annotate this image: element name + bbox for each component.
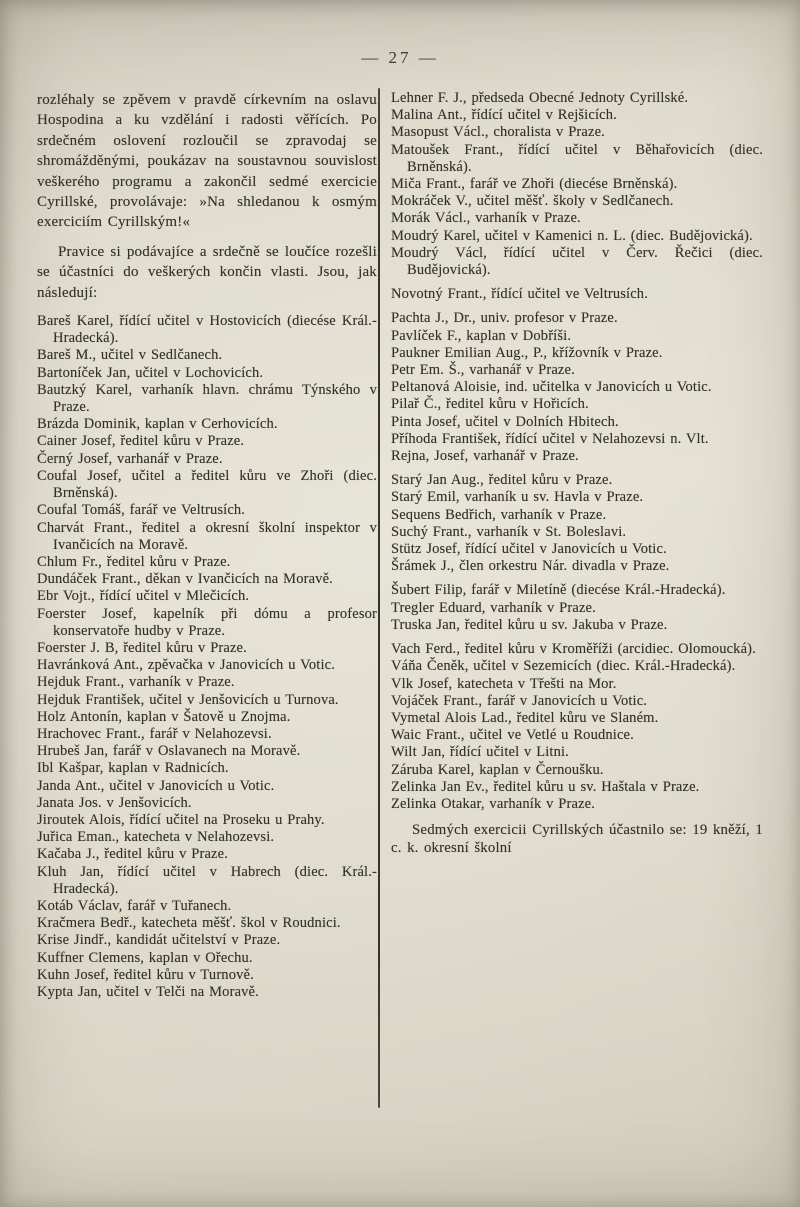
directory-entry: Ibl Kašpar, kaplan v Radnicích. [37, 760, 229, 777]
directory-entry: Hejduk Frant., varhaník v Praze. [37, 674, 235, 691]
directory-entry: Tregler Eduard, varhaník v Praze. [391, 599, 596, 616]
directory-entry: Masopust Václ., choralista v Praze. [391, 124, 605, 141]
directory-entry: Záruba Karel, kaplan v Černoušku. [391, 761, 604, 778]
directory-entry: Moudrý Václ, řídící učitel v Červ. Řečici (diec. Budějovická). [391, 244, 763, 279]
directory-entry: Hejduk František, učitel v Jenšovicích u Turnova. [37, 691, 339, 708]
directory-entry: Bartoníček Jan, učitel v Lochovicích. [37, 364, 264, 381]
directory-entry: Foerster J. B, ředitel kůru v Praze. [37, 639, 247, 656]
directory-entry: Hrubeš Jan, farář v Oslavanech na Moravě. [37, 743, 301, 760]
entry-group [391, 641, 763, 813]
directory-entry: Ebr Vojt., řídící učitel v Mlečicích. [37, 588, 250, 605]
directory-entry: Vojáček Frant., farář v Janovicích u Votic. [391, 692, 648, 709]
directory-entry: Starý Emil, varhaník u sv. Havla v Praze. [391, 489, 644, 506]
directory-entry: Kypta Jan, učitel v Telči na Moravě. [37, 983, 259, 1000]
directory-entry: Miča Frant., farář ve Zhoři (diecése Brněnská). [391, 176, 678, 193]
directory-entry: Cainer Josef, ředitel kůru v Praze. [37, 433, 245, 450]
directory-entry: Pachta J., Dr., univ. profesor v Praze. [391, 310, 618, 327]
directory-entry: Dundáček Frant., děkan v Ivančicích na Moravě. [37, 571, 333, 588]
directory-entry: Šubert Filip, farář v Miletíně (diecése Král.-Hradecká). [391, 582, 726, 599]
directory-entry: Lehner F. J., předseda Obecné Jednoty Cyrillské. [391, 90, 689, 106]
directory-entry: Kačaba J., ředitel kůru v Praze. [37, 846, 228, 863]
directory-entry: Bareš M., učitel v Sedlčanech. [37, 347, 223, 364]
right-entry-list [391, 90, 763, 813]
entry-group [37, 313, 377, 1001]
right-column [391, 90, 763, 872]
column-divider-rule [378, 88, 380, 1108]
entry-group [391, 582, 763, 634]
directory-entry: Příhoda František, řídící učitel v Nelahozevsi n. Vlt. [391, 430, 709, 447]
directory-entry: Matoušek Frant., řídící učitel v Běhařovicích (diec. Brněnská). [391, 141, 763, 175]
directory-entry: Malina Ant., řídící učitel v Rejšicích. [391, 107, 617, 124]
directory-entry: Kuffner Clemens, kaplan v Ořechu. [37, 949, 253, 966]
directory-entry: Bautzký Karel, varhaník hlavn. chrámu Týnského v Praze. [37, 381, 377, 416]
directory-entry: Coufal Josef, učitel a ředitel kůru ve Zhoři (diec. Brněnská). [37, 467, 377, 502]
directory-entry: Paukner Emilian Aug., P., křížovník v Praze. [391, 344, 663, 361]
directory-entry: Mokráček V., učitel měšť. školy v Sedlčanech. [391, 193, 674, 210]
directory-entry: Waic Frant., učitel ve Vetlé u Roudnice. [391, 727, 634, 744]
directory-entry: Charvát Frant., ředitel a okresní školní inspektor v Ivančicích na Moravě. [37, 519, 377, 553]
directory-entry: Šrámek J., člen orkestru Nár. divadla v Praze. [391, 558, 670, 575]
directory-entry: Bareš Karel, řídící učitel v Hostovicích (diecése Král.-Hradecká). [37, 313, 377, 347]
directory-entry: Holz Antonín, kaplan v Šatově u Znojma. [37, 708, 291, 725]
left-entry-list [37, 313, 377, 1001]
directory-entry: Coufal Tomáš, farář ve Veltrusích. [37, 502, 246, 519]
directory-entry: Krise Jindř., kandidát učitelství v Praze. [37, 932, 281, 949]
directory-entry: Petr Em. Š., varhanář v Praze. [391, 362, 575, 379]
directory-entry: Hrachovec Frant., farář v Nelahozevsi. [37, 725, 272, 742]
directory-entry: Kuhn Josef, ředitel kůru v Turnově. [37, 966, 254, 983]
directory-entry: Chlum Fr., ředitel kůru v Praze. [37, 553, 231, 570]
directory-entry: Pinta Josef, učitel v Dolních Hbitech. [391, 413, 619, 430]
directory-entry: Sequens Bedřich, varhaník v Praze. [391, 506, 607, 523]
left-column [37, 90, 377, 1001]
page-number: — 27 — [361, 48, 439, 67]
directory-entry: Váňa Čeněk, učitel v Sezemicích (diec. Král.-Hradecká). [391, 658, 736, 675]
directory-entry: Brázda Dominik, kaplan v Cerhovicích. [37, 416, 278, 433]
entry-group [391, 310, 763, 465]
directory-entry: Novotný Frant., řídící učitel ve Veltrusích. [391, 286, 648, 303]
entry-group [391, 472, 763, 575]
directory-entry: Foerster Josef, kapelník při dómu a profesor konservatoře hudby v Praze. [37, 605, 377, 639]
directory-entry: Jiroutek Alois, řídící učitel na Proseku u Prahy. [37, 811, 325, 828]
directory-entry: Zelinka Jan Ev., ředitel kůru u sv. Haštala v Praze. [391, 778, 700, 795]
directory-entry: Wilt Jan, řídící učitel v Litni. [391, 744, 569, 761]
directory-entry: Starý Jan Aug., ředitel kůru v Praze. [391, 472, 613, 489]
directory-entry: Pilař Č., ředitel kůru v Hořicích. [391, 396, 589, 413]
directory-entry: Pavlíček F., kaplan v Dobříši. [391, 327, 572, 344]
directory-entry: Truska Jan, ředitel kůru u sv. Jakuba v Praze. [391, 616, 668, 633]
directory-entry: Kračmera Bedř., katecheta měšť. škol v Roudnici. [37, 915, 341, 932]
directory-entry: Vymetal Alois Lad., ředitel kůru ve Slaném. [391, 709, 659, 726]
directory-entry: Vlk Josef, katecheta v Třešti na Mor. [391, 675, 617, 692]
directory-entry: Vach Ferd., ředitel kůru v Kroměříži (arcidiec. Olomoucká). [391, 641, 756, 658]
directory-entry: Rejna, Josef, varhanář v Praze. [391, 448, 579, 465]
directory-entry: Suchý Frant., varhaník v St. Boleslavi. [391, 523, 627, 540]
directory-entry: Moudrý Karel, učitel v Kamenici n. L. (diec. Budějovická). [391, 227, 753, 244]
directory-entry: Kluh Jan, řídící učitel v Habrech (diec. Král.-Hradecká). [37, 863, 377, 897]
closing-paragraph: Sedmých exercicii Cyrillských účastnilo se: 19 kněží, 1 c. k. okresní školní [391, 822, 763, 856]
directory-entry: Stütz Josef, řídící učitel v Janovicích u Votic. [391, 541, 667, 558]
directory-entry: Janda Ant., učitel v Janovicích u Votic. [37, 777, 275, 794]
directory-entry: Havránková Ant., zpěvačka v Janovicích u Votic. [37, 657, 336, 674]
intro-paragraph: Pravice si podávajíce a srdečně se loučíce rozešli se účastníci do veškerých končin vlasti. Jsou, jak následují: [37, 243, 377, 301]
directory-entry: Morák Václ., varhaník v Praze. [391, 210, 581, 227]
directory-entry: Zelinka Otakar, varhaník v Praze. [391, 795, 596, 812]
directory-entry: Černý Josef, varhanář v Praze. [37, 450, 223, 467]
directory-entry: Peltanová Aloisie, ind. učitelka v Janovicích u Votic. [391, 379, 712, 396]
directory-entry: Kotáb Václav, farář v Tuřanech. [37, 897, 232, 914]
entry-group [391, 90, 763, 279]
continuation-paragraph: rozléhaly se zpěvem v pravdě církevním na oslavu Hospodina a ku vzdělání i radosti věřících. Po srdečném oslovení rozloučil se zpravodaj se shromážděnými, poukázav na soustavnou souvislost veškerého programu a zakončil sedmé exercicie Cyrillské, provolávaje: »Na shledanou k osmým exerciciím Cyrillským!« [37, 92, 377, 231]
directory-entry: Janata Jos. v Jenšovicích. [37, 794, 192, 811]
directory-entry: Juřica Eman., katecheta v Nelahozevsi. [37, 829, 275, 846]
entry-group [391, 286, 763, 303]
